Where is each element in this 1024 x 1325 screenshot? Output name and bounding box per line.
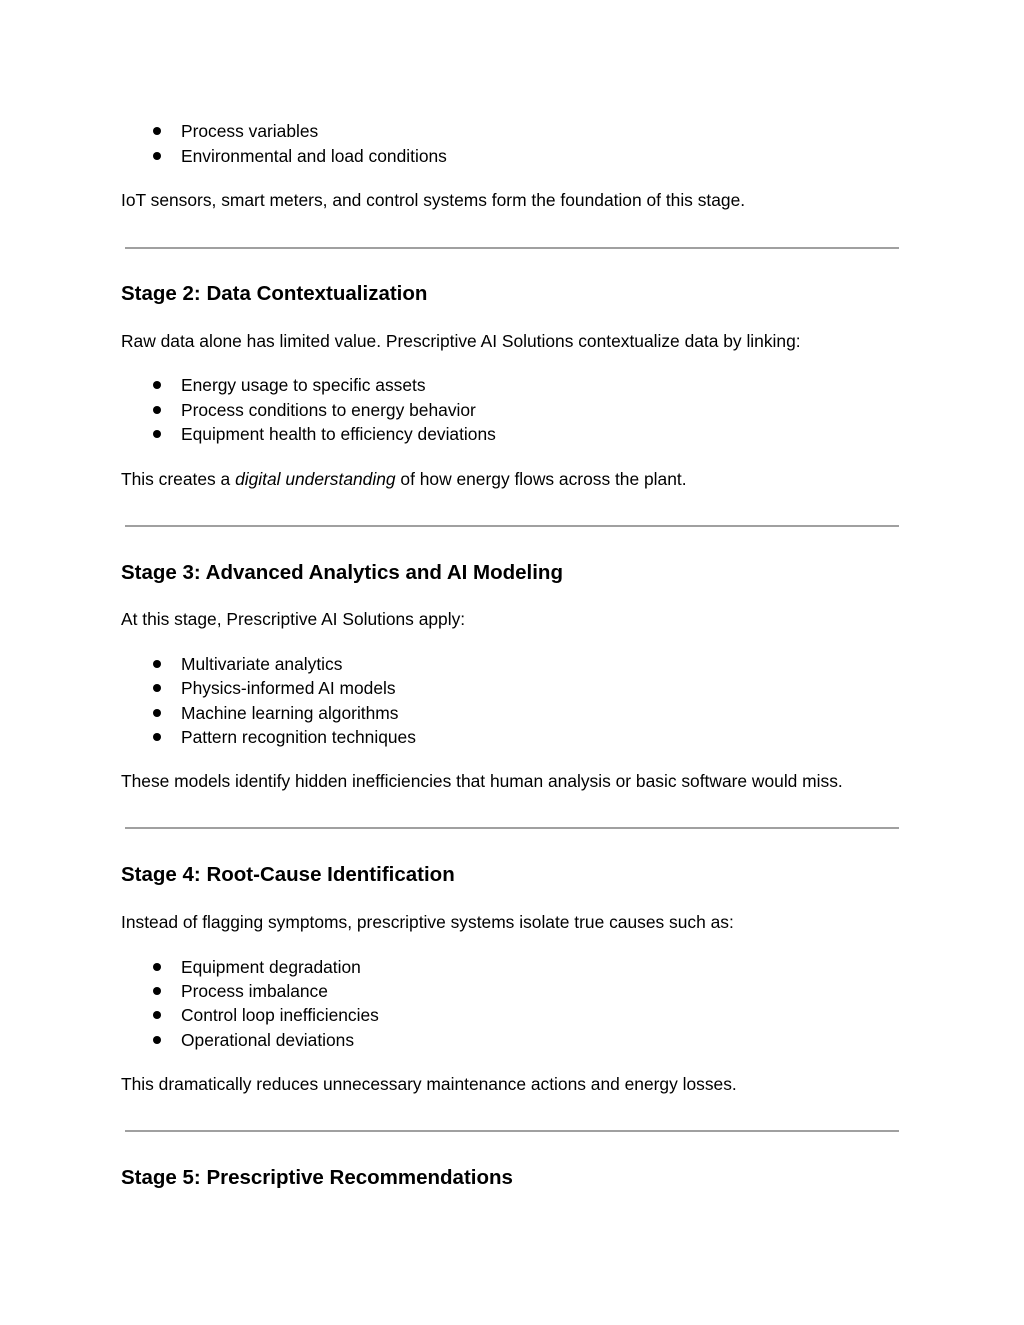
paragraph: Instead of flagging symptoms, prescriptive systems isolate true causes such as: (121, 912, 734, 932)
bullet-icon (153, 709, 161, 717)
bullet-icon (153, 733, 161, 741)
bullet-icon (153, 684, 161, 692)
horizontal-rule (125, 827, 899, 829)
section-heading: Stage 5: Prescriptive Recommendations (121, 1166, 513, 1189)
paragraph: Raw data alone has limited value. Prescriptive AI Solutions contextualize data by linking: (121, 331, 801, 351)
bullet-icon (153, 987, 161, 995)
paragraph: This dramatically reduces unnecessary maintenance actions and energy losses. (121, 1074, 737, 1094)
bullet-icon (153, 963, 161, 971)
horizontal-rule (125, 1130, 899, 1132)
paragraph: These models identify hidden inefficiencies that human analysis or basic software would miss. (121, 771, 843, 791)
paragraph: At this stage, Prescriptive AI Solutions apply: (121, 609, 466, 629)
bullet-icon (153, 1011, 161, 1019)
bullet-icon (153, 152, 161, 160)
bullet-icon (153, 406, 161, 414)
emphasis: digital understanding (235, 469, 396, 489)
section-heading: Stage 4: Root-Cause Identification (121, 863, 455, 886)
section-heading: Stage 2: Data Contextualization (121, 282, 428, 305)
bullet-icon (153, 127, 161, 135)
paragraph: This creates a digital understanding of how energy flows across the plant. (121, 469, 687, 489)
bullet-icon (153, 430, 161, 438)
document-page: Process variables Environmental and load conditions IoT sensors, smart meters, and control systems form the foundation of this stage. Stage 2: Data Contextualization Raw data alone has limited value. Prescriptive AI Solutions contextualize data by linking: Energy usage to specific assets Process conditions to energy behavior Equipment health to efficiency deviations This creates a digital understanding of how energy flows across the plant. Stage 3: Advanced Analytics and AI Modeling At this stage, Prescriptive AI Solutions apply: Multivariate analytics Physics-informed AI models Machine learning algorithms Pattern recognition techniques These models identify hidden inefficiencies that human analysis or basic software would miss. Stage 4: Root-Cause Identification Instead of flagging symptoms, prescriptive systems isolate true causes such as: Equipment degradation Process imbalance Control loop inefficiencies Operational deviations This dramatically reduces unnecessary maintenance actions and energy losses. Stage 5: Prescriptive Recommendations (0, 0, 1024, 1325)
horizontal-rule (125, 247, 899, 249)
section-heading: Stage 3: Advanced Analytics and AI Modeling (121, 561, 563, 584)
bullet-icon (153, 660, 161, 668)
horizontal-rule (125, 525, 899, 527)
bullet-icon (153, 1036, 161, 1044)
paragraph: IoT sensors, smart meters, and control systems form the foundation of this stage. (121, 190, 746, 210)
bullet-icon (153, 381, 161, 389)
